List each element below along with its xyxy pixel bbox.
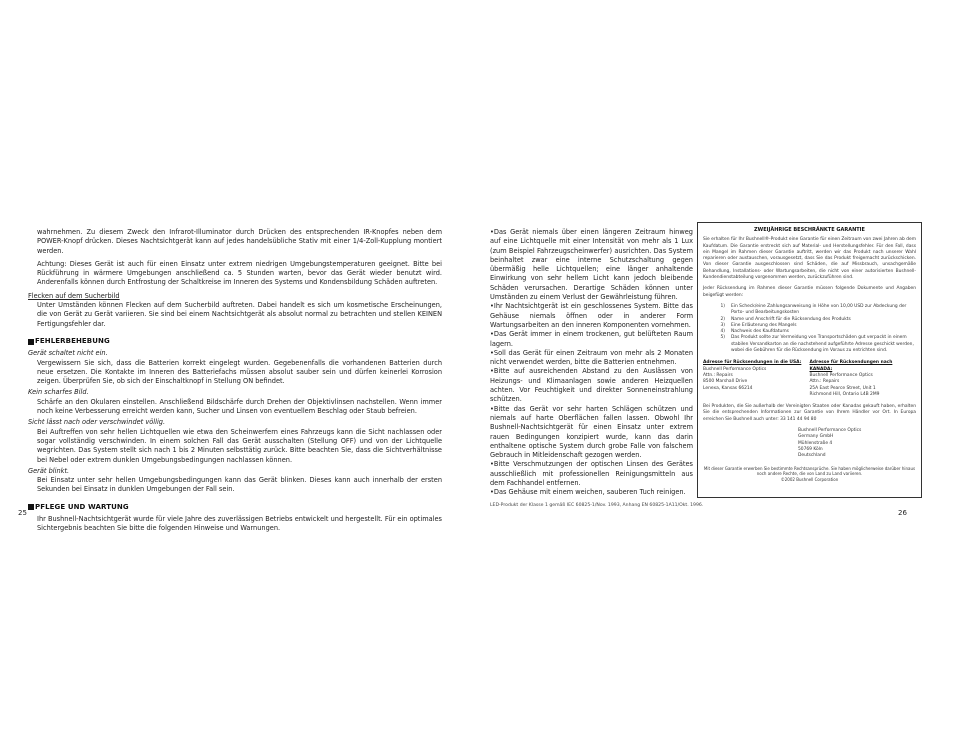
- warranty-title: ZWEIJÄHRIGE BESCHRÄNKTE GARANTIE: [754, 227, 865, 233]
- left-page-column: [28, 228, 442, 534]
- list-item: 2) Name und Anschrift für die Rücksendung des Produkts: [720, 316, 851, 322]
- page-number-right: 26: [898, 509, 907, 517]
- list-item: 4) Nachweis des Kaufdatums: [720, 329, 789, 335]
- care-bullets-column: [490, 228, 693, 498]
- trouble-3-heading: Sicht lässt nach oder verschwindet völlig.: [28, 418, 166, 427]
- trouble-2-heading: Kein scharfes Bild.: [28, 388, 89, 397]
- care-bullet: •Das Gehäuse mit einem weichen, sauberen Tuch reinigen.: [490, 488, 686, 497]
- trouble-2-text: Schärfe an den Okularen einstellen. Anschließend Bildschärfe durch Drehen der Objektivlinsen nachstellen. Wenn immer noch keine Verbesserung erreicht werden kann, Sucher und Linsen von eventuellem Beschlag oder Staub befreien.: [37, 397, 442, 416]
- trouble-1-text: Vergewissern Sie sich, dass die Batterien korrekt eingelegt wurden. Gegebenenfalls die vorhandenen Batterien durch neue ersetzen. Die Kontakte im Inneren des Batteriefachs müssen absolut sauber sein und dürfen keinerlei Korrosion zeigen. Überprüfen Sie, ob sich der Einschaltknopf in Stellung ON befindet.: [37, 358, 442, 386]
- square-bullet-icon: [28, 504, 34, 510]
- return-addresses: [703, 360, 916, 398]
- warranty-requirements: Jeder Rücksendung im Rahmen dieser Garantie müssen folgende Dokumente und Angaben beigefügt werden:: [703, 286, 916, 298]
- warranty-paragraph: Sie erhalten für Ihr Bushnell®-Produkt eine Garantie für einen Zeitraum von zwei Jahren ab dem Kaufdatum. Die Garantie erstreckt sich auf Material- und Herstellungsfehler. Für den Fall, dass ein Mangel im Rahmen dieser Garantie auftritt, werden wir das Produkt nach unserer Wahl reparieren oder austauschen, vorausgesetzt, dass Sie das Produkt freigemacht zurückschicken. Von dieser Garantie ausgeschlossen sind Schäden, die auf Missbrauch, unsachgemäße Behandlung, Installations- oder Wartungsarbeiten, die nicht von einer autorisierten Bushnell-Kundendienstabteilung vorgenommen werden, zurückzuführen sind.: [703, 237, 916, 281]
- care-bullet: •Ihr Nachtsichtgerät ist ein geschlossenes System. Bitte das Gehäuse niemals öffnen oder in anderer Form Wartungsarbeiten an den inneren Komponenten vornehmen.: [490, 302, 693, 329]
- warranty-list: [703, 304, 916, 354]
- care-bullet: •Das Gerät immer in einem trockenen, gut belüfteten Raum lagern.: [490, 330, 693, 348]
- care-heading: PFLEGE UND WARTUNG: [28, 503, 442, 512]
- care-paragraph: Ihr Bushnell-Nachtsichtgerät wurde für viele Jahre des zuverlässigen Betriebs entwickelt und hergestellt. Für ein optimales Sichtergebnis beachten Sie bitte die folgenden Hinweise und Warnungen.: [37, 515, 442, 533]
- care-bullet: •Bitte Verschmutzungen der optischen Linsen des Gerätes ausschließlich mit professionellen Reinigungsmitteln aus dem Fachhandel entfernen.: [490, 460, 693, 488]
- care-bullet: •Bitte das Gerät vor sehr harten Schlägen schützen und niemals auf harte Oberflächen fallen lassen. Obwohl Ihr Bushnell-Nachtsichtgerät für einen Einsatz unter extrem rauen Bedingungen konzipiert wurde, kann das darin enthaltene optische System durch grobe Falle von falschem Gebrauch in Mitleidenschaft gezogen werden.: [490, 404, 693, 460]
- usa-address: Adresse für Rücksendungen in die USA: Bushnell Performance Optics Attn.: Repairs 8500 Marshall Drive Lenexa, Kansas 66214: [703, 360, 802, 391]
- copyright: ©2002 Bushnell Corporation: [780, 476, 839, 482]
- care-bullet: •Bitte auf ausreichenden Abstand zu den Auslässen von Heizungs- und Klimaanlagen sowie anderen Heizquellen achten. Vor Feuchtigkeit und direkter Sonneneinstrahlung schützen.: [490, 367, 693, 404]
- spots-heading: Flecken auf dem Sucherbild: [28, 291, 120, 300]
- international-warranty-paragraph: Bei Produkten, die Sie außerhalb der Vereinigten Staaten oder Kanadas gekauft haben, erhalten Sie die entsprechenden Informationen zur Garantie von Ihrem Händler vor Ort. In Europa erreichen Sie Bushnell auch unter: 33 141 44 94 80: [703, 404, 916, 422]
- trouble-4-text: Bei Einsatz unter sehr hellen Umgebungsbedingungen kann das Gerät blinken. Dieses kann auch innerhalb der ersten Sekunden bei Einsatz in dunklen Umgebungen der Fall sein.: [37, 476, 442, 494]
- trouble-1-heading: Gerät schaltet nicht ein.: [28, 349, 108, 358]
- care-bullet: •Soll das Gerät für einen Zeitraum von mehr als 2 Monaten nicht verwendet werden, bitte die Batterien entnehmen.: [490, 348, 693, 367]
- caution-paragraph: Achtung: Dieses Gerät ist auch für einen Einsatz unter extrem niedrigen Umgebungstemperaturen geeignet. Bitte bei Rückführung in wärmere Umgebungen anschließend ca. 5 Stunden warten, bevor das Gerät wieder benutzt wird. Anderenfalls können durch Entfrostung der Schaltkreise im Inneren des Systems und Kondensbildung Schäden auftreten.: [37, 259, 442, 287]
- led-footnote: LED-Produkt der Klasse 1 gemäß IEC 60825-1/Nov. 1993, Anhang EN 60825-1A11/Okt. 1996.: [490, 503, 704, 508]
- trouble-4-heading: Gerät blinkt.: [28, 466, 70, 475]
- spots-paragraph: Unter Umständen können Flecken auf dem Sucherbild auftreten. Dabei handelt es sich um kosmetische Erscheinungen, die von Gerät zu Gerät variieren. Sie sind bei einem Nachtsichtgerät als absolut normal zu betrachten und stellen KEINEN Fertigungsfehler dar.: [37, 301, 442, 328]
- warranty-box: [697, 222, 922, 498]
- intro-paragraph: wahrnehmen. Zu diesem Zweck den Infrarot-Illuminator durch Drücken des entsprechenden IR-Knopfes neben dem POWER-Knopf drücken. Dieses Nachtsichtgerät kann auf jedes handelsübliche Stativ mit einer 1/4-Zoll-Kupplung montiert werden.: [37, 228, 442, 255]
- trouble-3-text: Bei Auftreffen von sehr hellen Lichtquellen wie etwa den Scheinwerfern eines Fahrzeugs kann die Sicht nachlassen oder sogar vollständig verschwinden. In einem solchen Fall das Gerät ausschalten (Stellung OFF) und von der Lichtquelle wegrichten. Das System stellt sich nach 1 bis 2 Minuten selbsttätig zurück. Bitte beachten Sie, dass die Sichtverhältnisse bei Nebel oder extrem dunklen Umgebungsbedingungen nachlassen können.: [37, 427, 442, 464]
- canada-address: Adresse für Rücksendungen nach KANADA: Bushnell Performance Optics Attn.: Repairs 25A East Pearce Street, Unit 1 Richmond Hill, Ontario L4B 2M9: [809, 360, 893, 397]
- page-number-left: 25: [18, 509, 27, 517]
- list-item: 1) Ein Scheck/eine Zahlungsanweisung in Höhe von 10,00 USD zur Abdeckung der Porto- und Bearbeitungskosten: [720, 303, 907, 316]
- europe-address: Bushnell Performance Optics Germany GmbH Mühlenstraße 4 50769 Köln Deutschland: [798, 428, 862, 459]
- troubleshooting-heading: FEHLERBEHEBUNG: [28, 337, 442, 346]
- care-bullet: •Das Gerät niemals über einen längeren Zeitraum hinweg auf eine Lichtquelle mit einer Intensität von mehr als 1 Lux (zum Beispiel Fahrzeugscheinwerfer) ausrichten. Das System beinhaltet zwar eine interne Schutzschaltung gegen übermäßig helle Lichtquellen; eine länger anhaltende Einwirkung von sehr hellem Licht kann jedoch bleibende Schäden verursachen. Derartige Schäden können unter Umständen zu einem Verlust der Gewährleistung führen.: [490, 228, 693, 302]
- list-item: 5) Das Produkt sollte zur Vermeidung von Transportschäden gut verpackt in einem stabilen Versandkarton an die nachstehend aufgeführte Adresse geschickt werden, wobei die Gebühren für die Rücksendung im Voraus zu entrichten sind.: [720, 335, 914, 354]
- list-item: 3) Eine Erläuterung des Mangels: [720, 322, 797, 328]
- square-bullet-icon: [28, 339, 34, 345]
- legal-rights-note: Mit dieser Garantie erwerben Sie bestimmte Rechtsansprüche. Sie haben möglicherweise darüber hinaus noch andere Rechte, die von Land zu Land variieren.: [703, 465, 916, 477]
